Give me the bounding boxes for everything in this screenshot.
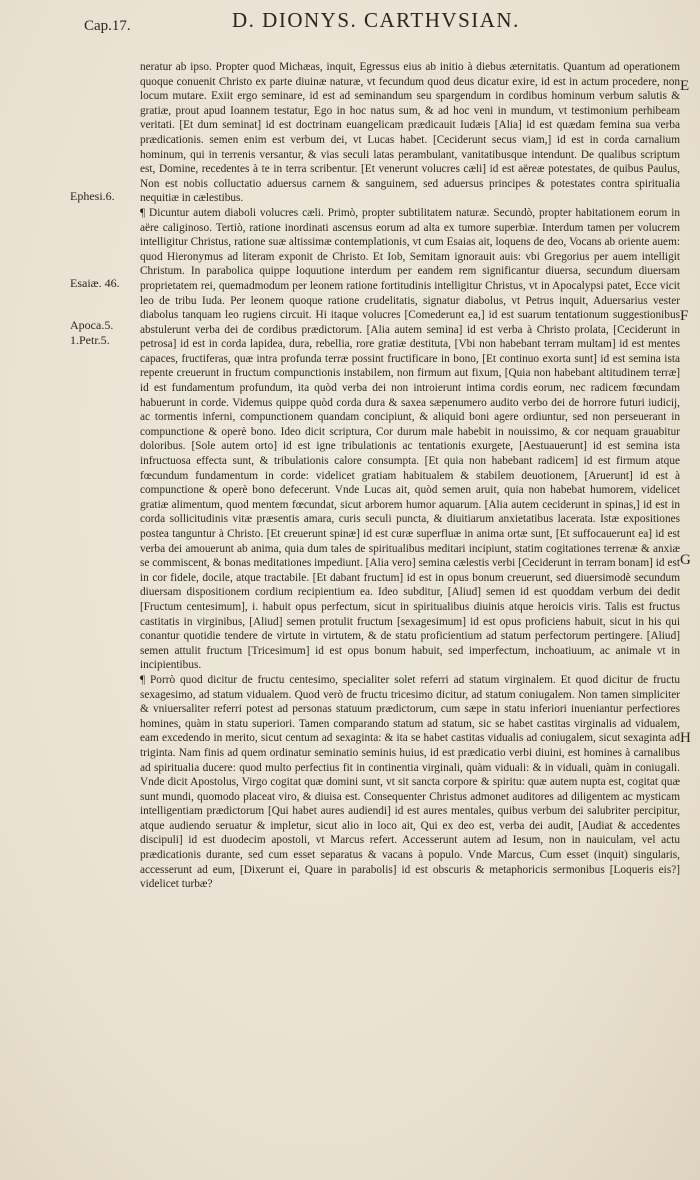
paragraph: ¶ Porrò quod dicitur de fructu centesimo, specialiter solet referri ad statum virginalem. Et quod dicitur de fructu sexagesimo, ad statum vidualem. Quod verò de fructu tricesimo dicitur, ad statum coniugalem. Non tamen simpliciter & vniuersaliter referri potest ad personas statuum prædictorum, cum sæpe in statu inferiori inueniantur perfectiores homines, quàm in statu superiori. Tamen comparando statum ad statum, sic se habet castitas virginalis ad vidualem, eam excedendo in merito, sicut centum ad sexaginta: & ita se habet castitas vidualis ad coniugalem, sicut sexaginta ad triginta. Nam finis ad quem ordinatur seminatio seminis huius, id est prædicatio verbi diuini, est homines à carnalibus ad spiritualia ducere: quod multo perfectius fit in continentia virginali, quàm viduali: & in viduali, quàm in coniugali. Vnde dicit Apostolus, Virgo cogitat quæ domini sunt, vt sit sancta corpore & spiritu: quæ autem nupta est, cogitat quæ sunt mundi, quomodo placeat viro, & diuisa est. Consequenter Christus admonet auditores ad diligentem ac mysticam intelligentiam prædictorum [Qui habet aures audiendi] id est aures mentales, quibus verbum dei salubriter percipitur, atque audiendo seruatur & impletur, sicut alio in loco ait, Qui ex deo est, verba dei audit, [Audiat & accedentes discipuli] id est duodecim apostoli, vt Marcus refert. Accesserunt autem ad Iesum, non in nauiculam, vel actu prædicationis durante, sed cum esset separatus & vacans à populo. Vnde Marcus, Cum esset (inquit) singularis, accesserunt ad eum, [Dixerunt ei, Quare in parabolis] id est obscuris & metaphoricis sermonibus [Loqueris eis?] videlicet turbæ? [140,673,680,891]
section-letter-h: H [680,730,691,746]
main-text [140,60,680,892]
running-title: D. DIONYS. CARTHVSIAN. [232,8,520,32]
running-header [0,8,700,42]
chapter-label: Cap.17. [84,18,131,34]
paragraph: neratur ab ipso. Propter quod Michæas, inquit, Egressus eius ab initio à diebus æternitatis. Quantum ad operationem quoque conuenit Christo ex parte diuinæ naturæ, vt fecundum quod deus dicatur exire, id est in actum procedere, non locum mutare. Exiit ergo seminare, id est ad seminandum seu spargendum in cordibus hominum verbum salutis & gratiæ, prout apud Ioannem testatur, Ego in hoc natus sum, & ad hoc veni in mundum, vt testimonium perhibeam veritati. [Et dum seminat] id est doctrinam euangelicam prædicauit Iudæis [Alia] id est quædam femina sua verba prædicationis. semen enim est verbum dei, vt Lucas habet. [Ceciderunt secus viam,] id est in corda carnalium hominum, qui in terrenis versantur, & vias seculi latas perambulant, vanitatibusque intendunt. De qualibus scriptum est, Domine, recedentes à te in terra scribentur. [Et venerunt volucres cæli] id est aëreæ potestates, de quibus Paulus, Non est nobis colluctatio aduersus carnem & sanguinem, sed aduersus principes & potestates contra spiritualia nequitiæ in cælestibus. [140,61,680,205]
section-letter-f: F [680,308,689,324]
section-letter-e: E [680,78,690,94]
section-letter-g: G [680,552,691,568]
margin-note-esaiae: Esaiæ. 46. [70,276,120,290]
margin-note-apoca: Apoca.5. [70,318,114,332]
paragraph: ¶ Dicuntur autem diaboli volucres cæli. Primò, propter subtilitatem naturæ. Secundò, propter habitationem eorum in aëre caliginoso. Tertiò, ratione inordinati ascensus eorum ad alta ex tumore superbiæ. Interdum tamen per volucrem intelligitur Christus, ratione suæ altissimæ contemplationis, vt cum Esaias ait, loquens de deo, Vocans ab oriente auem: quod Hieronymus ad literam exponit de Christo. Et Iob, Semitam ignorauit auis: vbi Gregorius per auem intelligit Christum. In parabolica quippe loquutione interdum per eandem rem significantur diuersa, secundum diuersam proprietatem rei, quemadmodum per leonem ratione fortitudinis intelligitur Christus, vt in Apocalypsi patet, Ecce vicit leo de tribu Iuda. Per leonem quoque ratione crudelitatis, signatur diabolus, vt Petrus inquit, Aduersarius vester diabolus tanquam leo rugiens circuit. Hi itaque volucres [Comederunt ea,] id est suarum tentationum suggestionibus abstulerunt verba dei de cordibus prædictorum. [Alia autem semina] id est verba à Christo prolata, [Ceciderunt in petrosa] id est in corda lapidea, dura, rebellia, rore gratiæ destituta, [Vbi non habebant terram multam] id est mentes capaces, fructiferas, quæ intra profunda terræ possint fructificare in bono, [Et continuo exorta sunt] id est semina ista repente creuerunt in fructum compunctionis instabilem, non firmum aut fixum, [Quia non habebant altitudinem terræ] id est fundamentum profundum, ita quòd verba dei non introierunt intima cordis eorum, nec radicem fœcundam habuerunt in corde. Videmus quippe quòd corda dura & saxea sæpenumero audito verbo dei de horrore futuri iudicij, ac tormentis inferni, compunctionem quandam concipiunt, & aliquid boni agere ordiuntur, sed non perseuerant in compunctione & operè bono. Ideo dicit scriptura, Cor durum male habebit in nouissimo, & cor nequam grauabitur doloribus. [Sole autem orto] id est igne tribulationis ac tentationis exurgete, [Aestuauerunt] id est semina ista infructuosa effecta sunt, & tribulationis calore consumpta. [Et quia non habebant radicem] id est firmum atque fœcundum fundamentum in corde: videlicet gratiam habitualem & stabilem deuotionem, [Aruerunt] id est à compunctione & operè bono defecerunt. Vnde Lucas ait, quòd semen aruit, quia non habebat humorem, videlicet gratiæ alimentum, quod mentem fœcundat, sicut arborem humor aquarum. [Alia autem ceciderunt in spinas,] id est in corda sollicitudinis vitæ præsentis amara, curis seculi puncta, & diuitiarum anxietatibus lacerata. Istæ expositiones postea tanguntur à Christo. [Et creuerunt spinæ] id est curæ superfluæ in anima ortæ sunt, [Et suffocauerunt ea] id est verba dei amouerunt ab anima, quia dum tales de spiritualibus meditari incipiunt, statim cogitationes terrenæ & anxiæ se commiscent, & bonas meditationes impediunt. [Alia vero] semina cælestis verbi [Ceciderunt in terram bonam] id est in cor fidele, docile, atque tractabile. [Et dabant fructum] id est in opus bonum creuerunt, sed diuersimodè secundum diuersam dispositionem cordium recipientium ea. Ideo subditur, [Aliud] semen id est quoddam verbum dei dedit [Fructum centesimum], i. habuit opus perfectum, sicut in spiritualibus diuinis atque heroicis viris. Talis est fructus castitatis in virginibus, [Aliud] semen protulit fructum [sexagesimum] id est opus proficiens habuit, sicut in his qui conantur quotidie tendere de virtute in virtutem, & de statu proficientium ad statum perfectorum pertingere. [Aliud] semen attulit fructum [Tricesimum] id est opus bonum habuit, sed imperfectum, inchoatiuum, ac animale vt in incipientibus. [140,206,680,672]
margin-note-petr: 1.Petr.5. [70,333,110,347]
margin-note-ephesi: Ephesi.6. [70,189,115,203]
